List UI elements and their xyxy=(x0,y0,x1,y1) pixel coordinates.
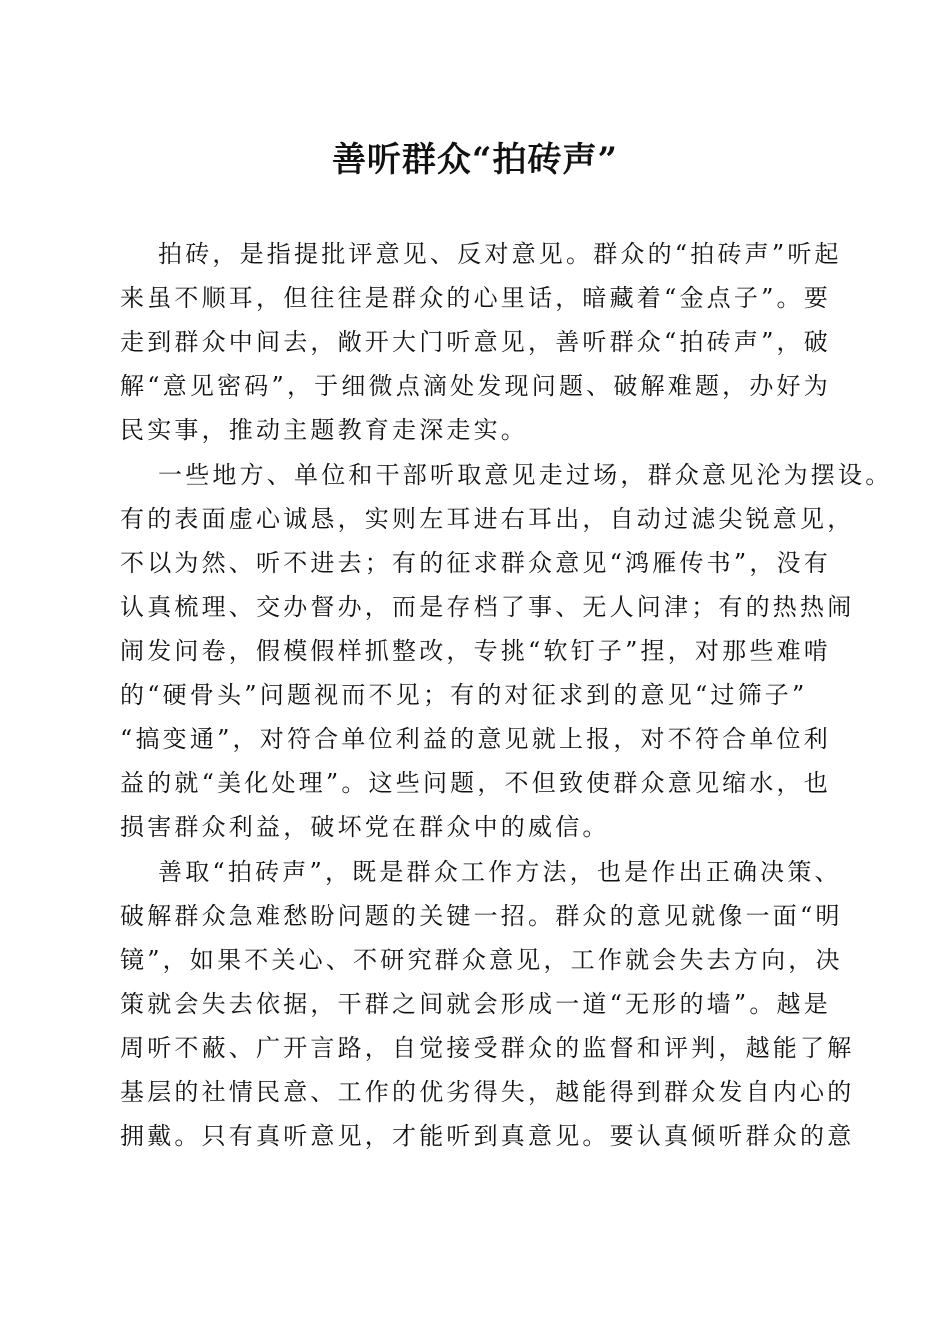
paragraph-1-line-2: 来虽不顺耳，但往往是群众的心里话，暗藏着“金点子”。要 xyxy=(120,284,831,312)
paragraph-3-line-5: 周听不蔽、广开言路，自觉接受群众的监督和评判，越能了解 xyxy=(120,1034,855,1062)
paragraph-2-line-9: 损害群众利益，破坏党在群众中的威信。 xyxy=(120,813,610,841)
paragraph-1-line-4: 解“意见密码”，于细微点滴处发现问题、破解难题，办好为 xyxy=(120,372,831,400)
paragraph-3-line-4: 策就会失去依据，干群之间就会形成一道“无形的墙”。越是 xyxy=(120,990,831,1018)
paragraph-3-line-3: 镜”，如果不关心、不研究群众意见，工作就会失去方向，决 xyxy=(120,946,843,974)
paragraph-2-line-7: “搞变通”，对符合单位利益的意见就上报，对不符合单位利 xyxy=(120,725,831,753)
paragraph-3-line-1: 善取“拍砖声”，既是群众工作方法，也是作出正确决策、 xyxy=(158,858,842,886)
document-title: 善听群众“拍砖声” xyxy=(331,140,619,180)
paragraph-2-line-5: 闹发问卷，假模假样抓整改，专挑“软钉子”捏，对那些难啃 xyxy=(120,637,831,665)
paragraph-2-line-4: 认真梳理、交办督办，而是存档了事、无人问津；有的热热闹 xyxy=(120,593,855,621)
paragraph-2-line-3: 不以为然、听不进去；有的征求群众意见“鸿雁传书”，没有 xyxy=(120,549,831,577)
paragraph-3-line-6: 基层的社情民意、工作的优劣得失，越能得到群众发自内心的 xyxy=(120,1078,855,1106)
paragraph-2-line-6: 的“硬骨头”问题视而不见；有的对征求到的意见“过筛子” xyxy=(120,681,808,709)
paragraph-2-line-2: 有的表面虚心诚恳，实则左耳进右耳出，自动过滤尖锐意见， xyxy=(120,505,855,533)
paragraph-1-line-1: 拍砖，是指提批评意见、反对意见。群众的“拍砖声”听起 xyxy=(158,240,842,268)
paragraph-2-line-1: 一些地方、单位和干部听取意见走过场，群众意见沦为摆设。 xyxy=(158,461,893,489)
paragraph-1-line-5: 民实事，推动主题教育走深走实。 xyxy=(120,416,528,444)
paragraph-2-line-8: 益的就“美化处理”。这些问题，不但致使群众意见缩水，也 xyxy=(120,769,831,797)
paragraph-1-line-3: 走到群众中间去，敞开大门听意见，善听群众“拍砖声”，破 xyxy=(120,328,831,356)
paragraph-3-line-2: 破解群众急难愁盼问题的关键一招。群众的意见就像一面“明 xyxy=(120,902,843,930)
paragraph-3-line-7: 拥戴。只有真听意见，才能听到真意见。要认真倾听群众的意 xyxy=(120,1122,855,1150)
